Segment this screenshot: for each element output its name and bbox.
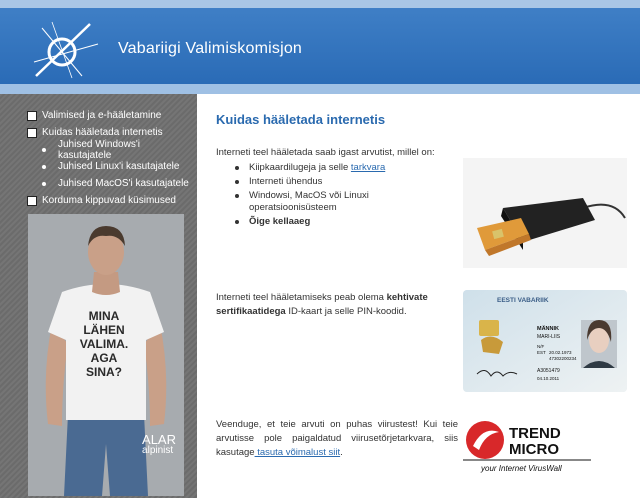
checkbox-icon xyxy=(27,128,37,138)
brand-line1: TREND xyxy=(509,425,561,442)
photo-name: ALAR xyxy=(142,432,176,447)
antivirus-text-body: Veenduge, et teie arvuti on puhas viirustest! Kui teie arvutisse pole paigaldatud viirusetõrjetarkvara, siis kasutage xyxy=(216,419,458,458)
cert-text: Interneti teel hääletamiseks peab olema xyxy=(216,292,387,303)
sidebar-item-label: Juhised Linux'i kasutajatele xyxy=(58,161,180,172)
id-card-image xyxy=(463,290,627,392)
list-item: Interneti ühendus xyxy=(235,176,435,188)
cert-text-end: ID-kaart ja selle PIN-koodid. xyxy=(285,306,407,317)
shirt-line: AGA xyxy=(90,351,118,365)
card-sex: N/F xyxy=(537,344,545,349)
sidebar-item-elections[interactable] xyxy=(27,107,195,124)
photo-subtitle: alpinist xyxy=(142,445,174,456)
shirt-line: SINA? xyxy=(86,365,122,379)
card-nationality: EST xyxy=(537,350,546,355)
card-surname: MÄNNIK xyxy=(537,326,559,332)
software-link[interactable]: tarkvara xyxy=(350,162,386,173)
sidebar-item-label: Juhised Windows'i kasutajatele xyxy=(58,138,140,161)
header xyxy=(0,8,640,84)
bullet-icon xyxy=(42,148,46,152)
requirement-text: Kiipkaardilugeja ja selle xyxy=(249,162,351,173)
sidebar-item-windows[interactable] xyxy=(27,138,195,161)
shirt-line: LÄHEN xyxy=(83,323,125,337)
photo-caption xyxy=(142,433,176,456)
header-subbar xyxy=(0,84,640,94)
antivirus-text xyxy=(216,418,458,460)
campaign-photo xyxy=(28,214,184,496)
card-expiry: 04.10.2011 xyxy=(537,376,560,381)
bullet-icon xyxy=(42,165,46,169)
id-card-text xyxy=(216,291,458,319)
card-code: 47302200234 xyxy=(549,356,577,361)
main-content xyxy=(197,94,640,498)
sidebar-item-faq[interactable] xyxy=(27,192,195,209)
shirt-line: MINA xyxy=(88,309,120,323)
sidebar-item-label: Valimised ja e-hääletamine xyxy=(42,110,162,121)
sidebar-item-label: Kuidas hääletada internetis xyxy=(42,127,163,138)
antivirus-text-end: . xyxy=(340,447,343,458)
sidebar xyxy=(0,94,197,498)
logo-icon[interactable] xyxy=(32,18,102,80)
site-title[interactable]: Vabariigi Valimiskomisjon xyxy=(118,40,303,57)
intro-text: Interneti teel hääletada saab igast arvutist, millel on: xyxy=(216,147,435,158)
trend-micro-logo[interactable] xyxy=(463,416,593,474)
list-item: Windowsi, MacOS või Linuxi operatsioonisüsteem xyxy=(235,190,435,214)
list-item xyxy=(235,162,435,174)
brand-line2: MICRO xyxy=(509,441,559,458)
card-number: A3051479 xyxy=(537,368,560,374)
brand-tagline: your Internet VirusWall xyxy=(481,464,562,473)
list-item: Õige kellaaeg xyxy=(235,216,435,228)
sidebar-item-label: Juhised MacOS'i kasutajatele xyxy=(58,178,189,189)
cert-bold: kehtivate sertifikaatidega xyxy=(216,292,428,317)
free-antivirus-link[interactable]: tasuta võimalust siit xyxy=(254,447,341,458)
card-reader-image xyxy=(463,158,627,268)
card-country: EESTI VABARIIK xyxy=(497,297,549,304)
checkbox-icon xyxy=(27,196,37,206)
shirt-line: VALIMA. xyxy=(79,337,129,351)
requirements-list xyxy=(235,162,435,230)
checkbox-icon xyxy=(27,111,37,121)
sidebar-item-macos[interactable] xyxy=(27,175,195,192)
sidebar-nav xyxy=(27,107,195,209)
card-birth: 20.02.1973 xyxy=(549,350,572,355)
sidebar-item-label: Korduma kippuvad küsimused xyxy=(42,195,176,206)
bullet-icon xyxy=(42,182,46,186)
sidebar-item-linux[interactable] xyxy=(27,158,195,175)
card-given-name: MARI-LIIS xyxy=(537,334,561,340)
top-strip xyxy=(0,0,640,8)
page-title: Kuidas hääletada internetis xyxy=(216,112,386,127)
